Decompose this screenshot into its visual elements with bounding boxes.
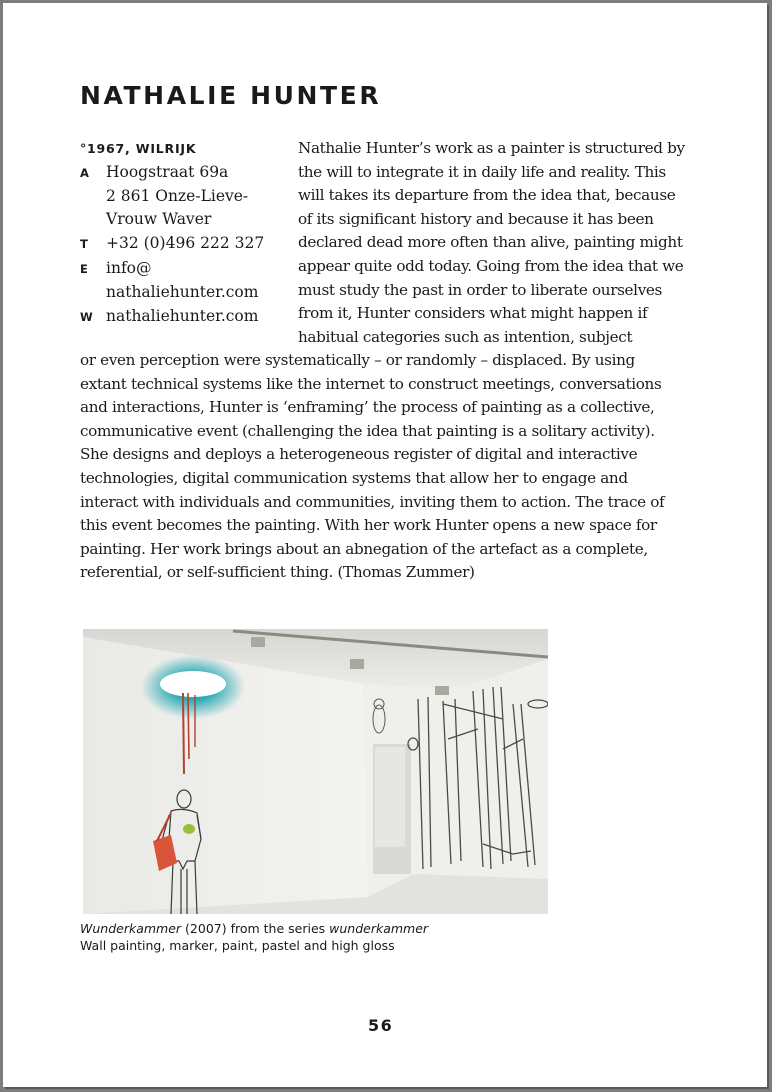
- image-caption: [80, 920, 428, 954]
- birth-info: °1967, WILRIJK: [80, 141, 197, 156]
- website-link[interactable]: nathaliehunter.com: [106, 306, 259, 325]
- website-row: [80, 305, 290, 330]
- caption-title-line: [80, 920, 428, 937]
- bio-full-width: or even perception were systematically – or randomly – displaced. By using extant technical systems like the internet to construct meetings, conversations and interactions, Hunter is ‘enframing’ the process of painting as a collective, communicative event (challenging the idea that painting is a solitary activity). She designs and deploys a heterogeneous register of digital and interactive technologies, digital communication systems that allow her to engage and interact with individuals and communities, inviting them to action. The trace of this event becomes the painting. With her work Hunter opens a new space for painting. Her work brings about an abnegation of the artefact as a complete, referential, or self-sufficient thing. (Thomas Zummer): [80, 351, 665, 582]
- website-label: W: [80, 309, 93, 324]
- page-number: 56: [368, 1016, 394, 1035]
- email-row: [80, 257, 290, 305]
- phone-label: T: [80, 237, 88, 252]
- document-page: [3, 3, 767, 1087]
- gallery-installation-image: [83, 629, 548, 914]
- email-link[interactable]: info@ nathaliehunter.com: [106, 258, 259, 301]
- phone-value: +32 (0)496 222 327: [106, 234, 265, 253]
- address-label: A: [80, 165, 89, 180]
- artwork-title: Wunderkammer: [80, 921, 182, 936]
- bio-column: Nathalie Hunter’s work as a painter is structured by the will to integrate it in daily life and reality. This will takes its departure from the idea that, because of its significant history and because it has been declared dead more often than alive, painting might appear quite odd today. Going from the idea that we must study the past in order to liberate ourselves from it, Hunter considers what might happen if habitual categories such as intention, subject: [298, 139, 685, 346]
- email-label: E: [80, 261, 88, 276]
- address-value: Hoogstraat 69a 2 861 Onze-Lieve- Vrouw Waver: [106, 162, 249, 229]
- artwork-photo: [83, 629, 548, 914]
- artwork-medium: Wall painting, marker, paint, pastel and high gloss: [80, 938, 395, 953]
- artwork-year: (2007) from the series: [181, 921, 330, 936]
- artwork-series: wunderkammer: [329, 921, 429, 936]
- address-row: [80, 161, 290, 232]
- artist-info-block: [80, 137, 290, 329]
- artist-name-heading: NATHALIE HUNTER: [80, 81, 382, 110]
- phone-row: [80, 232, 290, 257]
